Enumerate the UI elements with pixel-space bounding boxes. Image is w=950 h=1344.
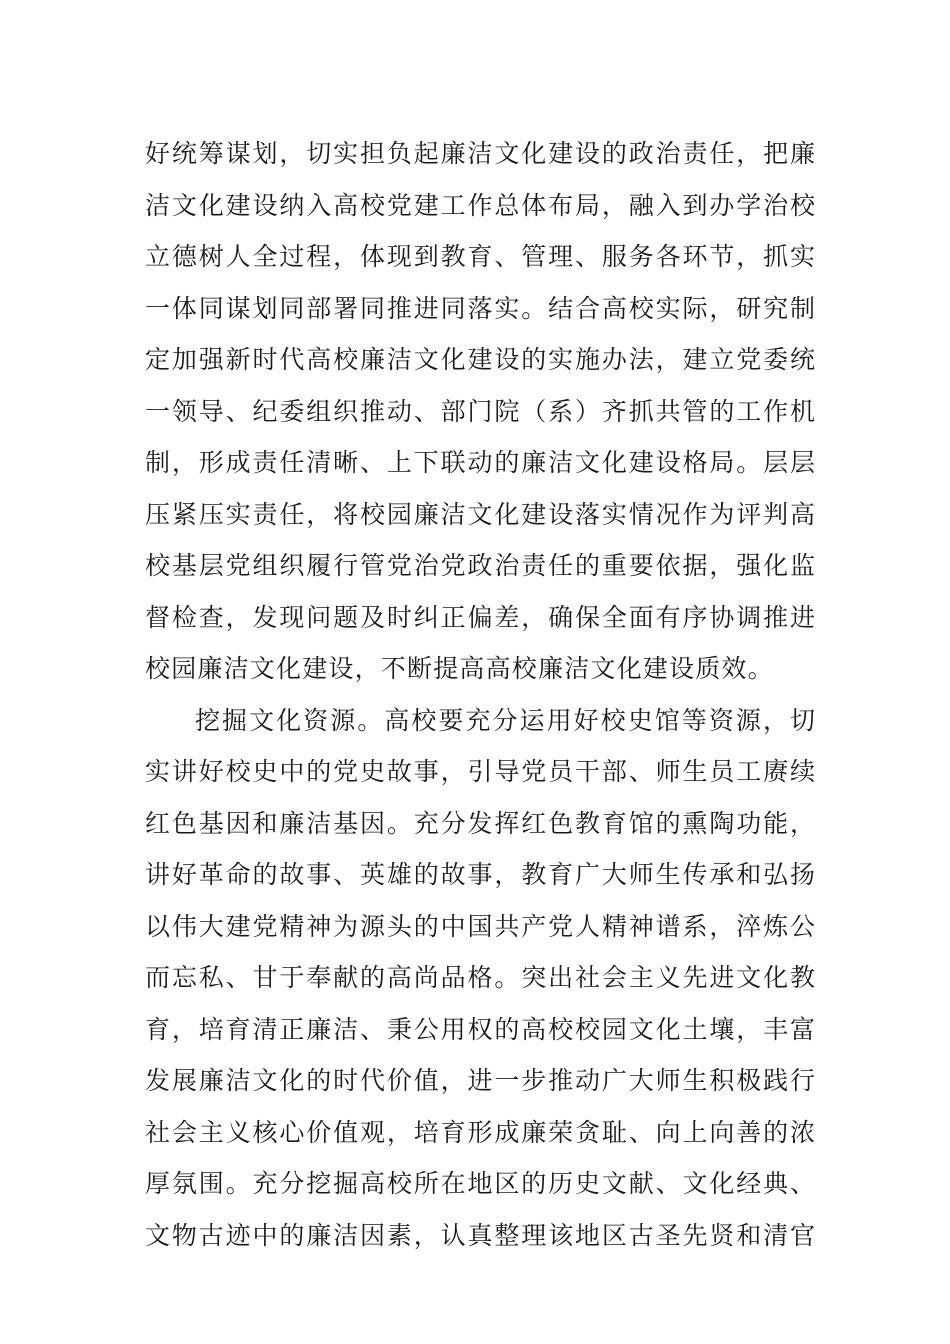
text-line: 立德树人全过程，体现到教育、管理、服务各环节，抓实	[145, 242, 815, 271]
text-line: 厚氛围。充分挖掘高校所在地区的历史文献、文化经典、	[145, 1169, 815, 1198]
text-line: 定加强新时代高校廉洁文化建设的实施办法，建立党委统	[145, 345, 815, 374]
text-line: 校园廉洁文化建设，不断提高高校廉洁文化建设质效。	[145, 654, 774, 683]
text-line: 制，形成责任清晰、上下联动的廉洁文化建设格局。层层	[145, 448, 815, 477]
text-line: 而忘私、甘于奉献的高尚品格。突出社会主义先进文化教	[145, 963, 815, 992]
text-line: 红色基因和廉洁基因。充分发挥红色教育馆的熏陶功能，	[145, 808, 815, 838]
text-line: 社会主义核心价值观，培育形成廉荣贪耻、向上向善的浓	[145, 1117, 815, 1147]
text-line: 校基层党组织履行管党治党政治责任的重要依据，强化监	[145, 551, 815, 580]
text-line: 洁文化建设纳入高校党建工作总体布局，融入到办学治校	[145, 190, 815, 220]
text-line: 文物古迹中的廉洁因素，认真整理该地区古圣先贤和清官	[145, 1220, 815, 1250]
text-line: 育，培育清正廉洁、秉公用权的高校校园文化土壤，丰富	[145, 1014, 815, 1044]
document-body	[145, 128, 815, 1261]
text-line: 督检查，发现问题及时纠正偏差，确保全面有序协调推进	[145, 602, 815, 632]
text-line: 讲好革命的故事、英雄的故事，教育广大师生传承和弘扬	[145, 860, 815, 889]
text-line: 压紧压实责任，将校园廉洁文化建设落实情况作为评判高	[145, 499, 815, 529]
text-line: 发展廉洁文化的时代价值，进一步推动广大师生积极践行	[145, 1066, 815, 1095]
text-line: 以伟大建党精神为源头的中国共产党人精神谱系，淬炼公	[145, 911, 815, 941]
text-line: 一体同谋划同部署同推进同落实。结合高校实际，研究制	[145, 293, 815, 323]
text-line: 实讲好校史中的党史故事，引导党员干部、师生员工赓续	[145, 757, 815, 786]
text-line: 一领导、纪委组织推动、部门院（系）齐抓共管的工作机	[145, 396, 815, 426]
paragraph-first-line: 挖掘文化资源。高校要充分运用好校史馆等资源，切	[195, 705, 815, 735]
text-line: 好统筹谋划，切实担负起廉洁文化建设的政治责任，把廉	[145, 139, 815, 168]
